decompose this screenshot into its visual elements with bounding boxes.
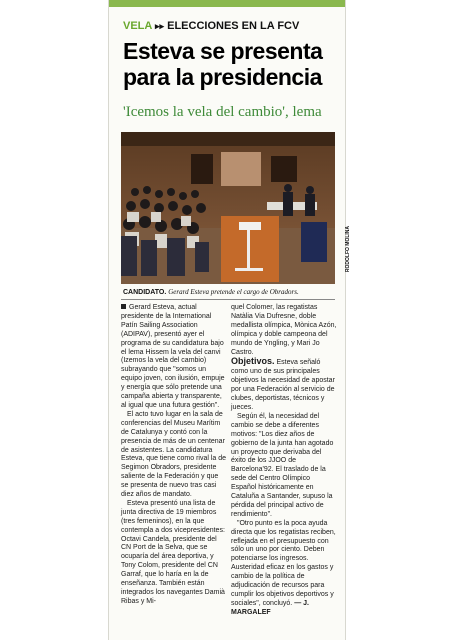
author-signature: — J. MARGALEF — [231, 599, 309, 616]
paragraph-text: "Otro punto es la poca ayuda directa que los regatistas reciben, reflejada en el presupuesto con sólo un uno por ciento. Deben potenciarse los ingresos. Austeridad eficaz en los gastos y cambio de la política de adjudicación de recursos para cumplir los objetivos deportivos y sociales", concluyó. — [231, 519, 336, 607]
page-header-strip — [109, 0, 345, 7]
article-paragraph: El acto tuvo lugar en la sala de conferencias del Museu Marítim de Catalunya y contó con la presencia de más de un centenar de asistentes. La candidatura Esteva, que tiene como rival la de Segimon Obradors, presidente saliente de la Federación y que se presenta de nuevo tras casi diez años de mandato. — [121, 410, 227, 499]
article-paragraph: Según él, la necesidad del cambio se debe a diferentes motivos: "Los diez años de gobierno de la junta han agotado un proyecto que derivaba del éxito de los JJOO de Barcelona'92. El traslado de la sede del Centro Olímpico Español históricamente en Cataluña a Santander, supuso la pérdida del principal activo de rendimiento". — [231, 412, 334, 518]
paragraph-text: Esteva señaló como uno de sus principales objetivos la necesidad de apostar por una Federación al servicio de clubes, deportistas, técnicos y jueces. — [231, 359, 335, 411]
headline: Esteva se presenta para la presidencia — [123, 38, 323, 90]
section-tag: VELA — [123, 20, 152, 32]
article-paragraph: quel Colomer, las regatistas Natàlia Via Dufresne, doble medallista olímpica, Mònica Azón, olímpica y doble campeona del mundo de Yngling, y Mari Jo Castro. — [231, 304, 337, 356]
audience-photo-illustration — [121, 132, 335, 284]
article-column-right — [231, 304, 337, 618]
event-photo — [121, 132, 335, 284]
article-paragraph: Esteva presentó una lista de junta directiva de 19 miembros (tres femeninos), en la que contempla a dos vicepresidentes: Octavi Candela, presidente del CN Port de la Selva, que se ocuparía del área deportiva, y Tony Colom, presidente del CN Garraf, que lo haría en la de enseñanza. También están integrados los navegantes Damià Ribas y Mi- — [121, 499, 225, 605]
section-title: ELECCIONES EN LA FCV — [167, 20, 300, 32]
caption-divider — [121, 299, 335, 300]
caption-text: Gerard Esteva pretende el cargo de Obradors. — [168, 288, 299, 296]
section-header — [123, 20, 299, 32]
photo-caption — [123, 288, 343, 296]
newspaper-clipping — [108, 0, 351, 640]
caption-label: CANDIDATO. — [123, 289, 167, 296]
article-paragraph — [231, 520, 337, 618]
article-paragraph — [231, 357, 337, 412]
paragraph-text: Gerard Esteva, actual presidente de la International Patín Sailing Association (ADIPAV), presentó ayer el programa de su candidatura bajo el lema Hissem la vela del canvi (Izemos la vela del cambio) subrayando que "somos un equipo joven, con ilusión, empuje y energía que sólo pretende una campaña abierta y transparente, al igual que una futura gestión". — [121, 304, 225, 409]
double-arrow-icon: ▸▸ — [155, 21, 165, 31]
subheadline: 'Icemos la vela del cambio', lema — [123, 104, 322, 120]
article-column-left — [121, 304, 227, 607]
bullet-square-icon — [121, 304, 126, 309]
photo-credit: RODOLFO MOLINA — [345, 226, 351, 273]
section-kicker: Objetivos. — [231, 356, 275, 367]
article-paragraph — [121, 304, 227, 411]
